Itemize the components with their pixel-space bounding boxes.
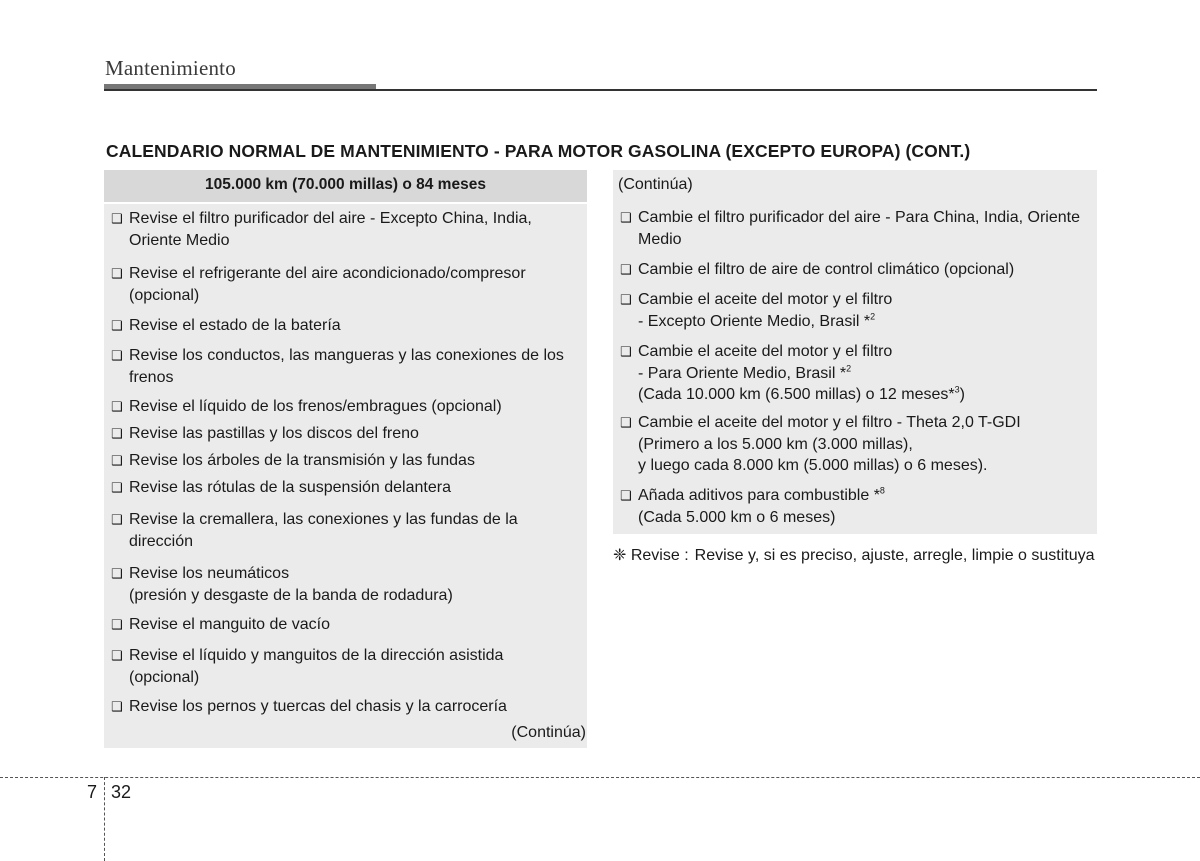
checkbox-icon: ❑ <box>620 416 632 431</box>
checkbox-icon: ❑ <box>111 319 123 334</box>
list-item: ❑ Cambie el aceite del motor y el filtro - Excepto Oriente Medio, Brasil *$^2$ <box>620 291 893 330</box>
checkbox-icon: ❑ <box>620 263 632 278</box>
legend-text: Revise y, si es preciso, ajuste, arregle, limpie o sustituya <box>694 547 1095 564</box>
right-schedule-box <box>613 170 1097 534</box>
footnote-ref: 3 <box>954 384 960 395</box>
footer-dashed-divider <box>104 777 105 861</box>
legend-key: ❈ Revise : <box>613 547 689 564</box>
checkbox-icon: ❑ <box>620 489 632 504</box>
list-item: ❑ Revise los pernos y tuercas del chasis y la carrocería <box>111 696 579 718</box>
checkbox-icon: ❑ <box>111 212 123 227</box>
list-item: ❑ Cambie el aceite del motor y el filtro - Para Oriente Medio, Brasil *$^2$ (Cada 10.000 km (6.500 millas) o 12 meses*$^3$) <box>620 343 965 403</box>
checkbox-icon: ❑ <box>111 454 123 469</box>
running-header: Mantenimiento <box>105 56 236 80</box>
section-title: CALENDARIO NORMAL DE MANTENIMIENTO - PARA MOTOR GASOLINA (EXCEPTO EUROPA) (CONT.) <box>106 141 971 161</box>
list-item: ❑ Revise los árboles de la transmisión y las fundas <box>111 450 579 472</box>
checkbox-icon: ❑ <box>111 400 123 415</box>
footnote-ref: 8 <box>879 485 885 496</box>
list-item: ❑ Revise el refrigerante del aire acondicionado/compresor (opcional) <box>111 265 526 304</box>
list-item: ❑ Revise el líquido de los frenos/embragues (opcional) <box>111 396 579 418</box>
list-item: ❑ Revise las pastillas y los discos del freno <box>111 423 579 445</box>
footnote-ref: 2 <box>870 311 876 322</box>
left-schedule-box <box>104 170 587 748</box>
checkbox-icon: ❑ <box>111 649 123 664</box>
list-item: ❑ Revise las rótulas de la suspensión delantera <box>111 477 579 499</box>
checkbox-icon: ❑ <box>111 700 123 715</box>
list-item: ❑ Revise el manguito de vacío <box>111 614 579 636</box>
list-item: ❑ Cambie el filtro de aire de control climático (opcional) <box>620 259 1089 281</box>
list-item: ❑ Añada aditivos para combustible *$^8$ (Cada 5.000 km o 6 meses) <box>620 485 885 526</box>
list-item: ❑ Revise el estado de la batería <box>111 315 579 337</box>
checkbox-icon: ❑ <box>111 427 123 442</box>
footnote-ref: 2 <box>846 363 852 374</box>
legend-note <box>613 545 1095 566</box>
header-rule <box>104 89 1097 91</box>
chapter-number: 7 <box>87 782 98 802</box>
checkbox-icon: ❑ <box>620 345 632 360</box>
list-item: ❑ Revise el filtro purificador del aire - Excepto China, India, Oriente Medio <box>111 210 532 249</box>
checkbox-icon: ❑ <box>111 267 123 282</box>
checkbox-icon: ❑ <box>111 513 123 528</box>
checkbox-icon: ❑ <box>620 293 632 308</box>
checkbox-icon: ❑ <box>111 481 123 496</box>
list-item: ❑ Revise los neumáticos (presión y desgaste de la banda de rodadura) <box>111 565 453 604</box>
continued-label: (Continúa) <box>511 724 586 741</box>
list-item: ❑ Cambie el aceite del motor y el filtro - Theta 2,0 T-GDI (Primero a los 5.000 km (3.000 millas), y luego cada 8.000 km (5.000 millas) o 6 meses). <box>620 414 1021 474</box>
interval-heading: 105.000 km (70.000 millas) o 84 meses <box>104 170 587 204</box>
list-item: ❑ Revise los conductos, las mangueras y las conexiones de los frenos <box>111 347 564 386</box>
list-item: ❑ Revise la cremallera, las conexiones y las fundas de la dirección <box>111 511 518 550</box>
checkbox-icon: ❑ <box>111 567 123 582</box>
checkbox-icon: ❑ <box>111 618 123 633</box>
checkbox-icon: ❑ <box>111 349 123 364</box>
page-number: 32 <box>111 782 132 802</box>
continued-heading: (Continúa) <box>618 176 693 193</box>
list-item: ❑ Cambie el filtro purificador del aire - Para China, India, Oriente Medio <box>620 209 1080 248</box>
footer-dashed-rule <box>0 777 1200 778</box>
list-item: ❑ Revise el líquido y manguitos de la dirección asistida (opcional) <box>111 647 504 686</box>
checkbox-icon: ❑ <box>620 211 632 226</box>
